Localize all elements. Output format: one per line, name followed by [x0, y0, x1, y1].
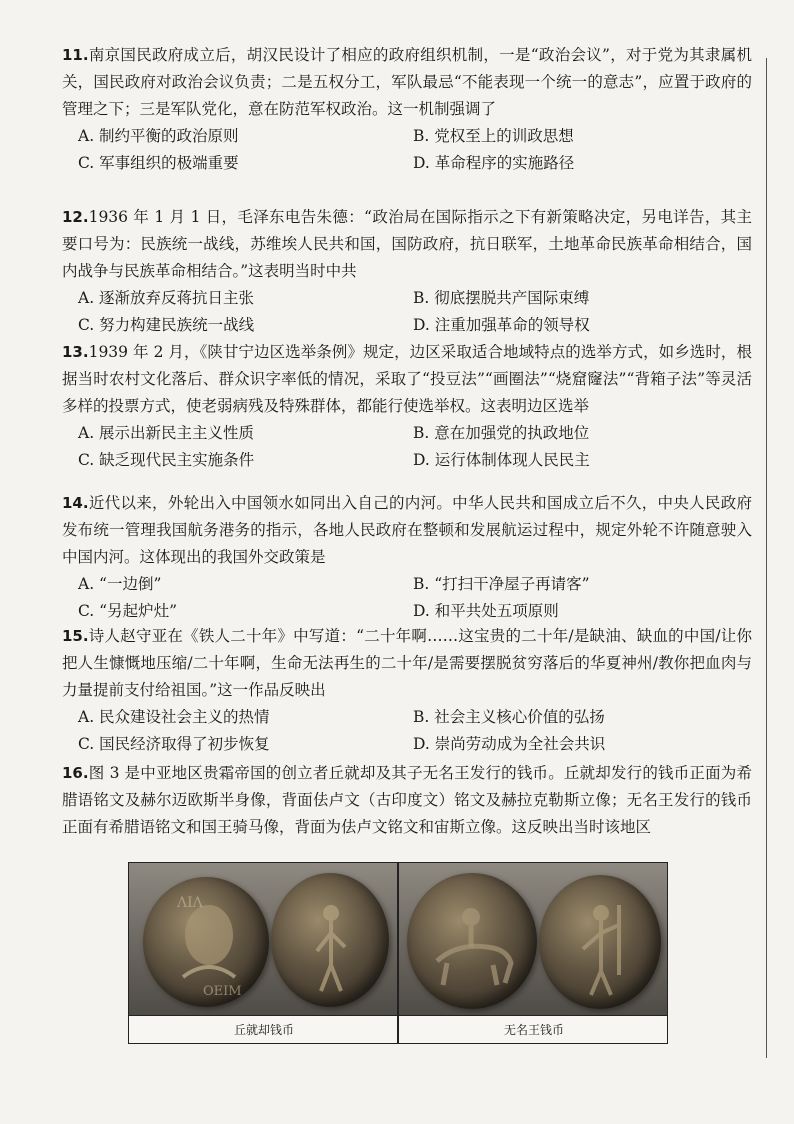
question-number: 13. — [62, 343, 89, 361]
question-16-stem — [62, 760, 752, 841]
option-c[interactable]: C. 努力构建民族统一战线 — [78, 316, 255, 334]
option-a[interactable]: A. 展示出新民主主义性质 — [78, 424, 255, 442]
question-15-stem — [62, 623, 752, 704]
option-a[interactable]: A. 民众建设社会主义的热情 — [78, 708, 270, 726]
coin-obverse-bust-image — [143, 877, 269, 1007]
coin-reverse-standing-figure-image — [271, 873, 389, 1007]
option-d[interactable]: D. 注重加强革命的领导权 — [413, 316, 590, 334]
question-number: 11. — [62, 46, 89, 64]
option-c[interactable]: C. 国民经济取得了初步恢复 — [78, 735, 270, 753]
option-b[interactable]: B. 意在加强党的执政地位 — [413, 424, 590, 442]
question-number: 16. — [62, 764, 89, 782]
question-text: 近代以来，外轮出入中国领水如同出入自己的内河。中华人民共和国成立后不久，中央人民政府发布统一管理我国航务港务的指示，各地人民政府在整顿和发展航运过程中，规定外轮不许随意驶入中国内河。这体现出的我国外交政策是 — [62, 494, 752, 566]
option-b[interactable]: B. 彻底摆脱共产国际束缚 — [413, 289, 590, 307]
option-b[interactable]: B. 党权至上的训政思想 — [413, 127, 574, 145]
nameless-king-coin-caption: 无名王钱币 — [504, 1023, 565, 1037]
options — [62, 704, 752, 758]
coin-obverse-horseman-image — [407, 873, 537, 1009]
figure-caption-bar — [129, 1015, 667, 1044]
question-text: 1936 年 1 月 1 日，毛泽东电告朱德：“政治局在国际指示之下有新策略决定，另电详告，其主要口号为：民族统一战线，苏维埃人民共和国，国防政府，抗日联军，土地革命民族革命相结合，国内战争与民族革命相结合。”这表明当时中共 — [62, 208, 752, 280]
options — [62, 420, 752, 474]
question-15 — [62, 623, 752, 758]
option-a[interactable]: A. 制约平衡的政治原则 — [78, 127, 239, 145]
kujula-coin-caption: 丘就却钱币 — [234, 1023, 295, 1037]
option-c[interactable]: C. 缺乏现代民主实施条件 — [78, 451, 255, 469]
option-d[interactable]: D. 和平共处五项原则 — [413, 602, 559, 620]
question-text: 南京国民政府成立后，胡汉民设计了相应的政府组织机制，一是“政治会议”，对于党为其隶属机关，国民政府对政治会议负责；二是五权分工，军队最忌“不能表现一个统一的意志”，应置于政府的管理之下；三是军队党化，意在防范军权政治。这一机制强调了 — [62, 46, 752, 118]
question-number: 14. — [62, 494, 89, 512]
kujula-coins-photo — [129, 863, 397, 1015]
question-11-stem — [62, 42, 752, 123]
option-a[interactable]: A. “一边倒” — [78, 575, 162, 593]
option-d[interactable]: D. 革命程序的实施路径 — [413, 154, 575, 172]
nameless-king-coins-photo — [399, 863, 667, 1015]
question-13 — [62, 339, 752, 474]
svg-text:ΛΙΛ: ΛΙΛ — [177, 895, 203, 911]
svg-text:ΟΕΙΜ: ΟΕΙΜ — [203, 984, 242, 999]
question-13-stem — [62, 339, 752, 420]
question-number: 15. — [62, 627, 89, 645]
option-d[interactable]: D. 崇尚劳动成为全社会共识 — [413, 735, 606, 753]
margin-rule — [766, 58, 767, 1058]
question-16 — [62, 760, 752, 841]
question-12-stem — [62, 204, 752, 285]
question-12 — [62, 204, 752, 339]
option-b[interactable]: B. “打扫干净屋子再请客” — [413, 575, 590, 593]
options — [62, 285, 752, 339]
question-number: 12. — [62, 208, 89, 226]
options — [62, 123, 752, 177]
coin-reverse-zeus-image — [539, 875, 661, 1009]
coin-figure — [128, 862, 668, 1044]
option-c[interactable]: C. 军事组织的极端重要 — [78, 154, 239, 172]
question-11 — [62, 42, 752, 177]
question-text: 图 3 是中亚地区贵霜帝国的创立者丘就却及其子无名王发行的钱币。丘就却发行的钱币正面为希腊语铭文及赫尔迈欧斯半身像，背面佉卢文（古印度文）铭文及赫拉克勒斯立像；无名王发行的钱币正面有希腊语铭文和国王骑马像，背面为佉卢文铭文和宙斯立像。这反映出当时该地区 — [62, 764, 752, 836]
question-14 — [62, 490, 752, 625]
option-c[interactable]: C. “另起炉灶” — [78, 602, 178, 620]
question-text: 1939 年 2 月，《陕甘宁边区选举条例》规定，边区采取适合地域特点的选举方式，如乡选时，根据当时农村文化落后、群众识字率低的情况，采取了“投豆法”“画圈法”“烧窟窿法”“背箱子法”等灵活多样的投票方式，使老弱病残及特殊群体，都能行使选举权。这表明边区选举 — [62, 343, 752, 415]
question-text: 诗人赵守亚在《铁人二十年》中写道：“二十年啊……这宝贵的二十年/是缺油、缺血的中国/让你把人生慷慨地压缩/二十年啊，生命无法再生的二十年/是需要摆脱贫穷落后的华夏神州/教你把血肉与力量提前支付给祖国。”这一作品反映出 — [62, 627, 752, 699]
option-d[interactable]: D. 运行体制体现人民民主 — [413, 451, 590, 469]
question-14-stem — [62, 490, 752, 571]
option-a[interactable]: A. 逐渐放弃反蒋抗日主张 — [78, 289, 255, 307]
option-b[interactable]: B. 社会主义核心价值的弘扬 — [413, 708, 605, 726]
options — [62, 571, 752, 625]
